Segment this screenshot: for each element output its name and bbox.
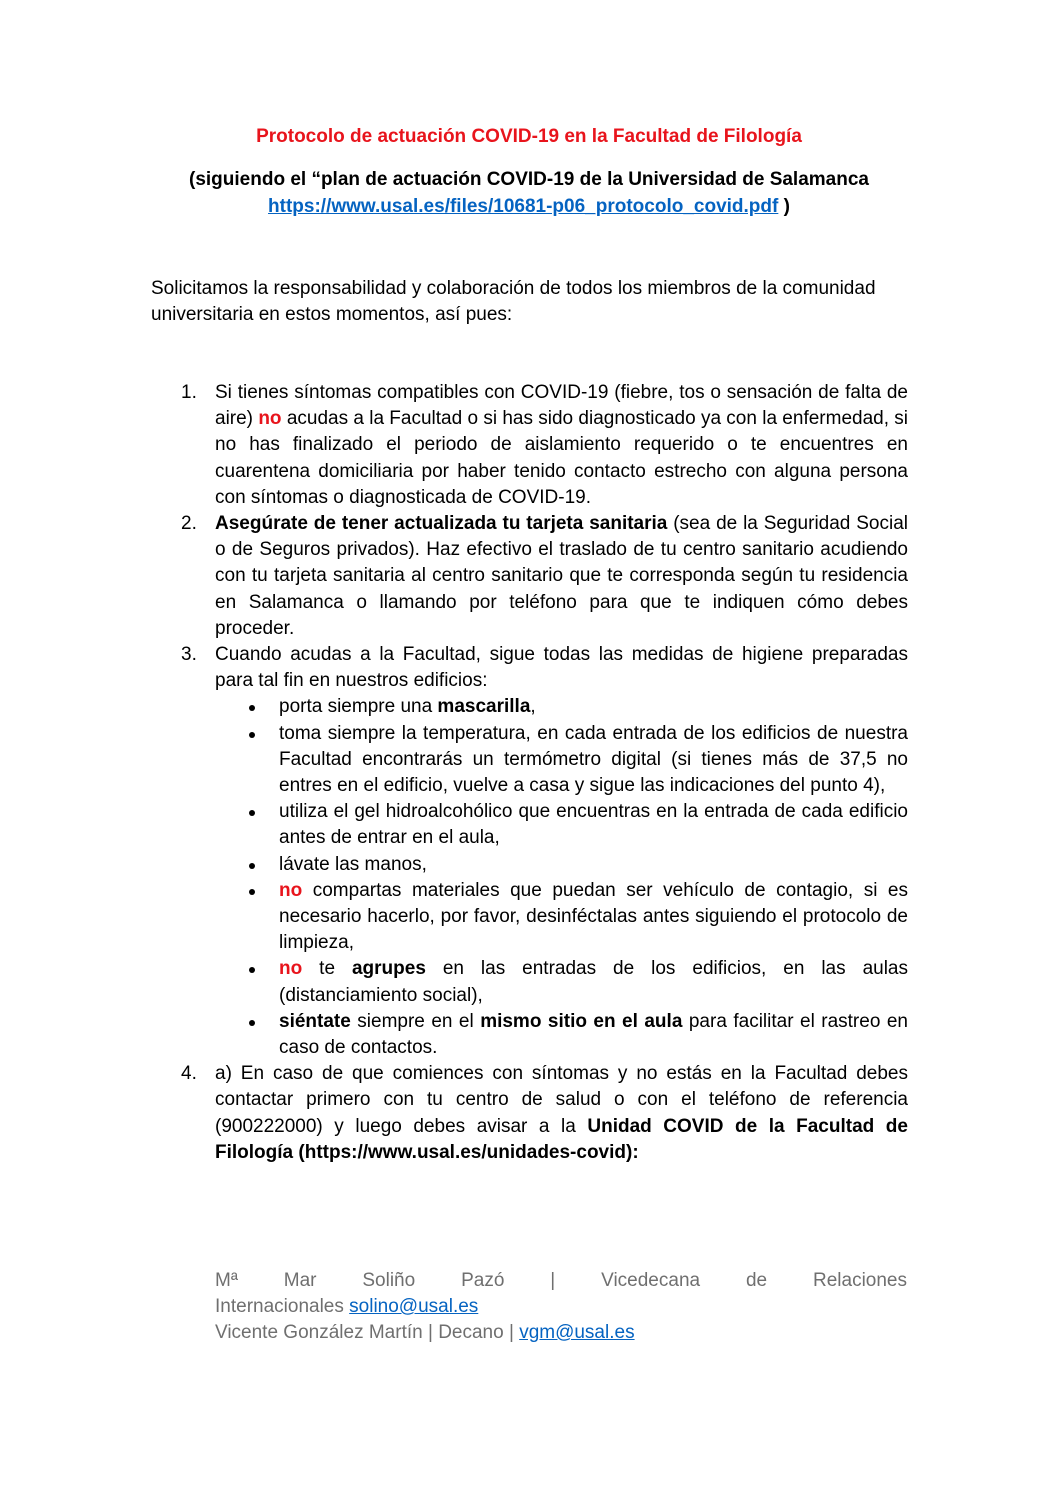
bullet-item: utiliza el gel hidroalcohólico que encuentras en la entrada de cada edificio antes de entrar en el aula, xyxy=(215,799,908,851)
list-number: 3. xyxy=(181,644,197,666)
list-item-2 xyxy=(172,511,908,642)
bullet-icon xyxy=(249,810,255,816)
subtitle-text: (siguiendo el “plan de actuación COVID-19 de la Universidad de Salamanca xyxy=(189,169,869,190)
email-link-vgm[interactable]: vgm@usal.es xyxy=(519,1322,635,1343)
list-number: 1. xyxy=(181,382,197,403)
bullet-item: no te agrupes en las entradas de los edificios, en las aulas (distanciamiento social), xyxy=(215,956,908,1008)
bullet-icon xyxy=(249,732,255,738)
footer-line-1: Mª Mar Soliño Pazó | Vicedecana de Relaciones xyxy=(215,1270,907,1291)
item-text: acudas a la Facultad o si has sido diagnosticado ya con la enfermedad, si no has finalizado el periodo de aislamiento requerido o te encuentres en cuarentena domiciliaria por haber tenido contacto estrecho con alguna persona con síntomas o diagnosticada de COVID-19. xyxy=(215,408,908,508)
bullet-icon xyxy=(249,705,255,711)
item-text: (sea de la Seguridad Social o de Seguros privados). Haz efectivo el traslado de tu centro sanitario acudiendo con tu tarjeta sanitaria al centro sanitario que te corresponda según tu residencia en Salamanca o llamando por teléfono para que te indiquen cómo debes proceder. xyxy=(215,513,908,639)
item-text: Cuando acudas a la Facultad, sigue todas las medidas de higiene preparadas para tal fin en nuestros edificios: xyxy=(215,644,908,692)
item-bold-text: Asegúrate de tener actualizada tu tarjeta sanitaria xyxy=(215,513,668,535)
emphasis-no: no xyxy=(279,958,303,980)
list-item-1 xyxy=(172,380,908,511)
item-bold-text: Unidad COVID de la Facultad de Filología (https://www.usal.es/unidades-covid): xyxy=(215,1115,908,1163)
footer-line-2: Internacionales solino@usal.es xyxy=(215,1296,479,1317)
list-number: 2. xyxy=(181,513,197,535)
email-link-solino[interactable]: solino@usal.es xyxy=(349,1296,479,1317)
protocol-pdf-link[interactable]: https://www.usal.es/files/10681-p06_protocolo_covid.pdf xyxy=(268,196,779,217)
item-text: a) En caso de que comiences con síntomas y no estás en la Facultad debes contactar primero con tu centro de salud o con el teléfono de referencia (900222000) y luego debes avisar a la xyxy=(215,1063,908,1137)
signature-footer xyxy=(215,1268,907,1346)
bullet-icon xyxy=(249,889,255,895)
subtitle-close: ) xyxy=(778,196,790,217)
list-item-4 xyxy=(172,1061,908,1166)
item-text: Si tienes síntomas compatibles con COVID-19 (fiebre, tos o sensación de falta de aire) xyxy=(215,382,908,430)
document-subtitle xyxy=(140,166,918,220)
list-number: 4. xyxy=(181,1063,197,1085)
bullet-icon xyxy=(249,967,255,973)
intro-paragraph: Solicitamos la responsabilidad y colaboración de todos los miembros de la comunidad universitaria en estos momentos, así pues: xyxy=(151,278,876,325)
bullet-item: siéntate siempre en el mismo sitio en el aula para facilitar el rastreo en caso de contactos. xyxy=(215,1009,908,1061)
bullet-item: toma siempre la temperatura, en cada entrada de los edificios de nuestra Facultad encontrarás un termómetro digital (si tienes más de 37,5 no entres en el edificio, vuelve a casa y sigue las indicaciones del punto 4), xyxy=(215,721,908,800)
emphasis-no: no xyxy=(279,879,303,901)
footer-line-3: Vicente González Martín | Decano | vgm@usal.es xyxy=(215,1322,635,1343)
bullet-item: no compartas materiales que puedan ser vehículo de contagio, si es necesario hacerlo, por favor, desinféctalas antes siguiendo el protocolo de limpieza, xyxy=(215,878,908,957)
emphasis-no: no xyxy=(258,408,282,430)
bullet-list xyxy=(215,694,908,1061)
bullet-icon xyxy=(249,1020,255,1026)
document-title: Protocolo de actuación COVID-19 en la Facultad de Filología xyxy=(256,126,802,147)
numbered-list xyxy=(172,380,908,1166)
bullet-icon xyxy=(249,863,255,869)
bullet-item: porta siempre una mascarilla, xyxy=(215,694,908,720)
bullet-item: lávate las manos, xyxy=(215,852,908,878)
list-item-3 xyxy=(172,642,908,1061)
